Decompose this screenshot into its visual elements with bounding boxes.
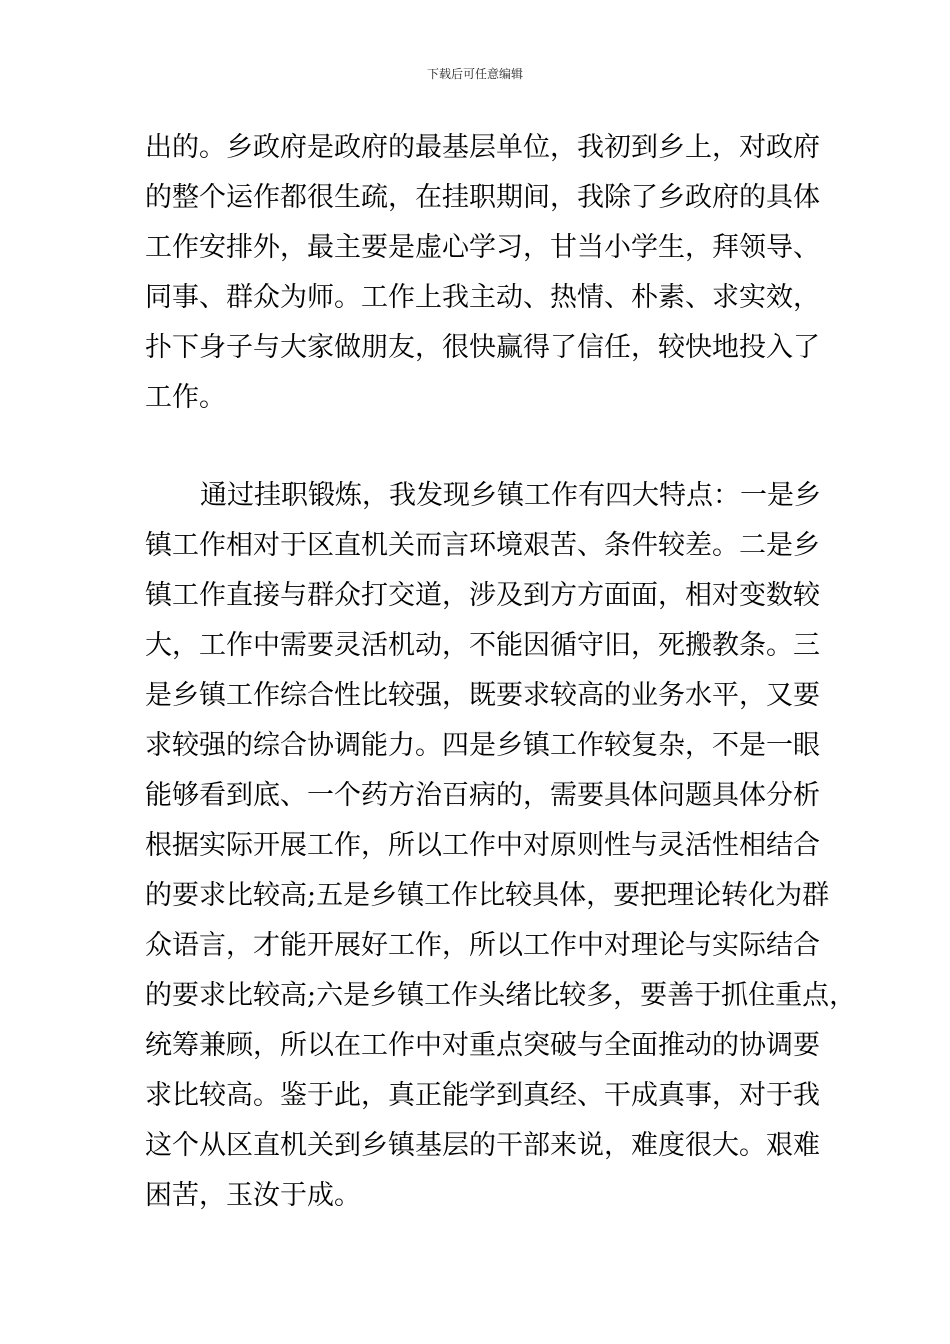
text-line: 大，工作中需要灵活机动，不能因循守旧，死搬教条。三 (145, 630, 820, 661)
text-line: 统筹兼顾，所以在工作中对重点突破与全面推动的协调要 (145, 1030, 820, 1061)
text-line: 这个从区直机关到乡镇基层的干部来说，难度很大。艰难 (145, 1130, 820, 1161)
text-line: 众语言，才能开展好工作，所以工作中对理论与实际结合 (145, 930, 820, 961)
text-line: 根据实际开展工作，所以工作中对原则性与灵活性相结合 (145, 830, 820, 861)
text-line: 能够看到底、一个药方治百病的，需要具体问题具体分析 (145, 780, 820, 811)
text-line: 是乡镇工作综合性比较强，既要求较高的业务水平，又要 (145, 680, 820, 711)
text-line: 的整个运作都很生疏，在挂职期间，我除了乡政府的具体 (145, 182, 820, 213)
text-line: 通过挂职锻炼，我发现乡镇工作有四大特点：一是乡 (200, 480, 821, 511)
text-line: 困苦，玉汝于成。 (145, 1180, 361, 1211)
text-line: 的要求比较高;六是乡镇工作头绪比较多，要善于抓住重点， (145, 980, 857, 1011)
text-line: 出的。乡政府是政府的最基层单位，我初到乡上，对政府 (145, 132, 820, 163)
text-line: 工作。 (145, 382, 226, 413)
text-line: 工作安排外，最主要是虚心学习，甘当小学生，拜领导、 (145, 232, 820, 263)
text-line: 镇工作直接与群众打交道，涉及到方方面面，相对变数较 (145, 580, 820, 611)
text-line: 求比较高。鉴于此，真正能学到真经、干成真事，对于我 (145, 1080, 820, 1111)
text-line: 同事、群众为师。工作上我主动、热情、朴素、求实效， (145, 282, 820, 313)
text-line: 扑下身子与大家做朋友，很快赢得了信任，较快地投入了 (145, 332, 820, 363)
text-line: 求较强的综合协调能力。四是乡镇工作较复杂，不是一眼 (145, 730, 820, 761)
text-line: 镇工作相对于区直机关而言环境艰苦、条件较差。二是乡 (145, 530, 820, 561)
page-header: 下载后可任意编辑 (426, 67, 523, 81)
text-line: 的要求比较高;五是乡镇工作比较具体，要把理论转化为群 (145, 880, 830, 911)
